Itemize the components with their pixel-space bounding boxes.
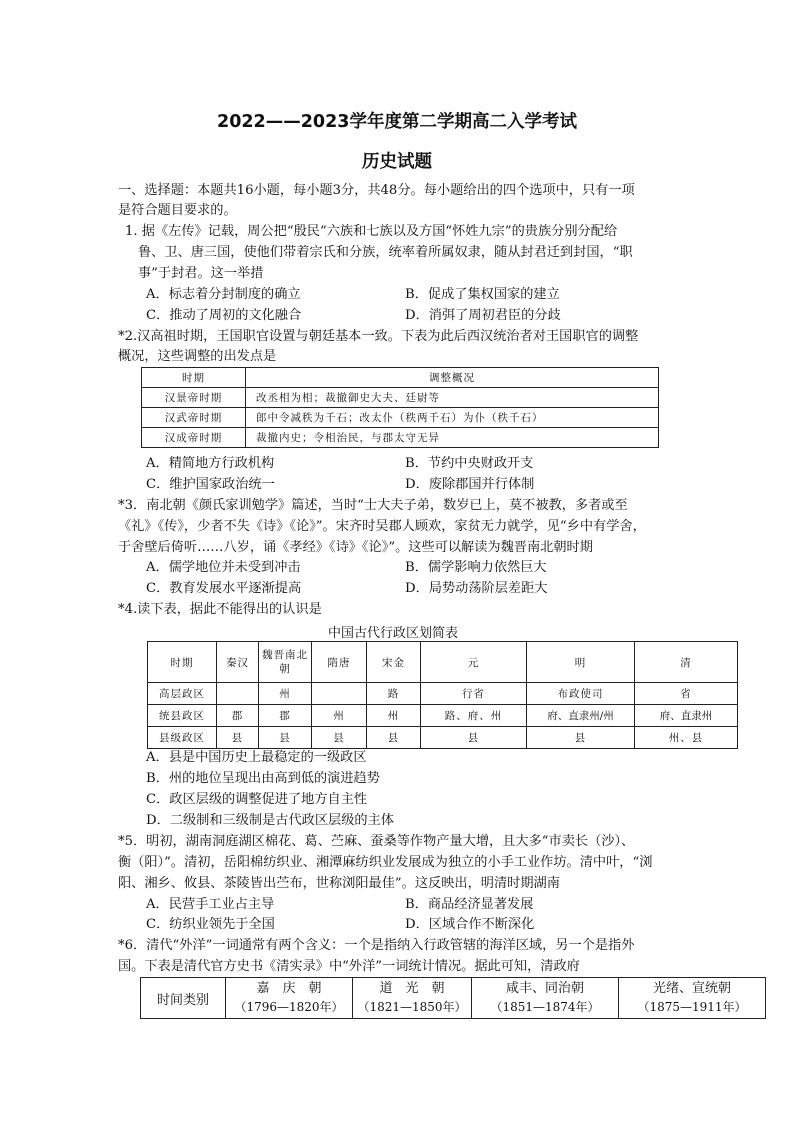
q4-table-cell: 县 <box>527 727 635 749</box>
q4-table-header: 元 <box>421 642 527 683</box>
q2-option-a[interactable]: A．精简地方行政机构 <box>146 456 275 471</box>
q4-table-cell: 县 <box>421 727 527 749</box>
q5-option-d[interactable]: D．区域合作不断深化 <box>405 917 535 932</box>
q4-table-header: 明 <box>527 642 635 683</box>
q3-option-b[interactable]: B．儒学影响力依然巨大 <box>405 560 547 575</box>
q3-option-d[interactable]: D．局势动荡阶层差距大 <box>405 581 548 596</box>
q1-stem-line3: 事”于封君。这一举措 <box>138 266 264 281</box>
q6-col-years: （1821—1850年） <box>357 1000 467 1014</box>
table-row <box>148 683 738 705</box>
q6-table-col-guangxu-xuantong <box>619 978 766 1019</box>
q1-option-a[interactable]: A．标志着分封制度的确立 <box>146 287 301 302</box>
q4-table-cell: 统县政区 <box>148 705 217 727</box>
q4-table-cell: 高层政区 <box>148 683 217 705</box>
q5-stem-line2: 衡（阳）”。清初，岳阳棉纺织业、湘潭麻纺织业发展成为独立的小手工业作坊。清中叶，“浏 <box>118 855 653 870</box>
q3-stem-line3: 于舍壁后倚听……八岁，诵《孝经》《诗》《论》”。这些可以解读为魏晋南北朝时期 <box>118 540 593 555</box>
q6-col-years: （1796—1820年） <box>234 1000 344 1014</box>
q2-table-cell: 汉武帝时期 <box>142 408 246 428</box>
q2-table-cell: 改丞相为相；裁撤御史大夫、廷尉等 <box>246 388 659 408</box>
q4-table <box>147 641 738 749</box>
table-row <box>148 705 738 727</box>
q6-table-corner: 时间类别 <box>141 978 226 1019</box>
q2-table-header-period: 时期 <box>142 368 246 388</box>
table-row <box>142 408 659 428</box>
q6-stem-line2: 国。下表是清代官方史书《清实录》中“外洋”一词统计情况。据此可知，清政府 <box>118 959 580 974</box>
q4-table-cell: 州 <box>312 705 367 727</box>
q2-table-cell: 郎中令减秩为千石；改太仆（秩两千石）为仆（秩千石） <box>246 408 659 428</box>
q2-stem-line2: 概况，这些调整的出发点是 <box>118 349 277 364</box>
q1-option-d[interactable]: D．消弭了周初君臣的分歧 <box>405 308 561 323</box>
q4-table-cell: 行省 <box>421 683 527 705</box>
q1-option-b[interactable]: B．促成了集权国家的建立 <box>405 287 560 302</box>
q4-table-cell: 省 <box>635 683 738 705</box>
section-instructions-line1: 一、选择题：本题共16小题，每小题3分，共48分。每小题给出的四个选项中，只有一项 <box>118 183 635 198</box>
q5-option-a[interactable]: A．民营手工业占主导 <box>146 897 275 912</box>
table-row <box>142 388 659 408</box>
q4-table-cell: 州 <box>259 683 312 705</box>
exam-title: 2022——2023学年度第二学期高二入学考试 <box>217 112 577 132</box>
exam-subtitle: 历史试题 <box>362 152 432 172</box>
q4-table-header: 秦汉 <box>217 642 259 683</box>
q6-table-col-jiaqing <box>226 978 353 1019</box>
q5-option-b[interactable]: B．商品经济显著发展 <box>405 897 534 912</box>
q2-table-cell: 裁撤内史；令相治民，与郡太守无异 <box>246 428 659 448</box>
q2-stem-line1: *2.汉高祖时期，王国职官设置与朝廷基本一致。下表为此后西汉统治者对王国职官的调整 <box>118 329 639 344</box>
q4-table-cell: 郡 <box>217 705 259 727</box>
q3-stem-line2: 《礼》《传》，少者不失《诗》《论》”。宋齐时吴郡人顾欢，家贫无力就学，见“乡中有学舍， <box>118 519 646 534</box>
q4-table-cell <box>312 683 367 705</box>
q4-table-header: 宋金 <box>367 642 421 683</box>
q6-col-years: （1875—1911年） <box>637 1000 747 1014</box>
q4-option-a[interactable]: A．县是中国历史上最稳定的一级政区 <box>146 750 367 765</box>
q4-table-cell: 县 <box>367 727 421 749</box>
q2-option-c[interactable]: C．维护国家政治统一 <box>146 477 275 492</box>
q4-table-cell: 府、直隶州 <box>635 705 738 727</box>
q4-table-cell: 县 <box>217 727 259 749</box>
section-instructions-line2: 是符合题目要求的。 <box>118 203 237 218</box>
q4-table-cell: 州 <box>367 705 421 727</box>
q1-option-c[interactable]: C．推动了周初的文化融合 <box>146 308 302 323</box>
q6-table <box>140 977 766 1019</box>
q4-table-caption: 中国古代行政区划简表 <box>328 626 459 641</box>
q6-col-name: 咸丰、同治朝 <box>505 981 584 996</box>
q5-stem-line3: 阳、湘乡、攸县、茶陵皆出苎布，世称浏阳最佳”。这反映出，明清时期湖南 <box>118 876 560 891</box>
q4-table-cell: 县 <box>312 727 367 749</box>
q1-stem-line2: 鲁、卫、唐三国，使他们带着宗氏和分族，统率着所属奴隶，随从封君迁到封国，“职 <box>138 245 633 260</box>
q5-option-c[interactable]: C．纺织业领先于全国 <box>146 917 275 932</box>
q4-option-b[interactable]: B．州的地位呈现出由高到低的演进趋势 <box>146 771 380 786</box>
q2-table <box>141 367 659 448</box>
q2-table-cell: 汉景帝时期 <box>142 388 246 408</box>
q2-option-b[interactable]: B．节约中央财政开支 <box>405 456 534 471</box>
q6-col-name: 嘉 庆 朝 <box>256 981 322 996</box>
q2-option-d[interactable]: D．废除郡国并行体制 <box>405 477 535 492</box>
q4-table-cell: 路 <box>367 683 421 705</box>
q4-table-cell <box>217 683 259 705</box>
q4-table-header: 隋唐 <box>312 642 367 683</box>
q6-col-name: 光绪、宣统朝 <box>652 981 731 996</box>
q4-table-cell: 州、县 <box>635 727 738 749</box>
q4-table-cell: 郡 <box>259 705 312 727</box>
table-row <box>148 727 738 749</box>
q6-col-years: （1851—1874年） <box>490 1000 600 1014</box>
q3-option-a[interactable]: A．儒学地位并未受到冲击 <box>146 560 301 575</box>
q4-table-header: 清 <box>635 642 738 683</box>
q2-table-header-adjustment: 调整概况 <box>246 368 659 388</box>
q4-table-cell: 路、府、州 <box>421 705 527 727</box>
q6-stem-line1: *6．清代“外洋”一词通常有两个含义：一个是指纳入行政管辖的海洋区域，另一个是指外 <box>118 938 635 953</box>
table-row <box>142 428 659 448</box>
q5-stem-line1: *5．明初，湖南洞庭湖区棉花、葛、苎麻、蚕桑等作物产量大增，且大多“市卖长（沙）、 <box>118 834 635 849</box>
q1-stem-line1: 1. 据《左传》记载，周公把“殷民”六族和七族以及方国“怀姓九宗”的贵族分别分配给 <box>125 224 618 239</box>
q2-table-cell: 汉成帝时期 <box>142 428 246 448</box>
q6-table-col-daoguang <box>353 978 472 1019</box>
q4-table-header: 魏晋南北朝 <box>259 642 312 683</box>
q6-col-name: 道 光 朝 <box>379 981 445 996</box>
q4-table-cell: 府、直隶州/州 <box>527 705 635 727</box>
q3-option-c[interactable]: C．教育发展水平逐渐提高 <box>146 581 302 596</box>
q4-option-c[interactable]: C．政区层级的调整促进了地方自主性 <box>146 792 368 807</box>
q3-stem-line1: *3．南北朝《颜氏家训勉学》篇述，当时“士大夫子弟，数岁已上，莫不被教，多者或至 <box>118 498 628 513</box>
q4-stem-line1: *4.读下表，据此不能得出的认识是 <box>118 602 322 617</box>
q4-table-cell: 布政使司 <box>527 683 635 705</box>
q4-table-cell: 县级政区 <box>148 727 217 749</box>
q4-table-cell: 县 <box>259 727 312 749</box>
q6-table-col-xianfeng-tongzhi <box>472 978 619 1019</box>
q4-option-d[interactable]: D．二级制和三级制是古代政区层级的主体 <box>146 813 394 828</box>
q4-table-header: 时期 <box>148 642 217 683</box>
